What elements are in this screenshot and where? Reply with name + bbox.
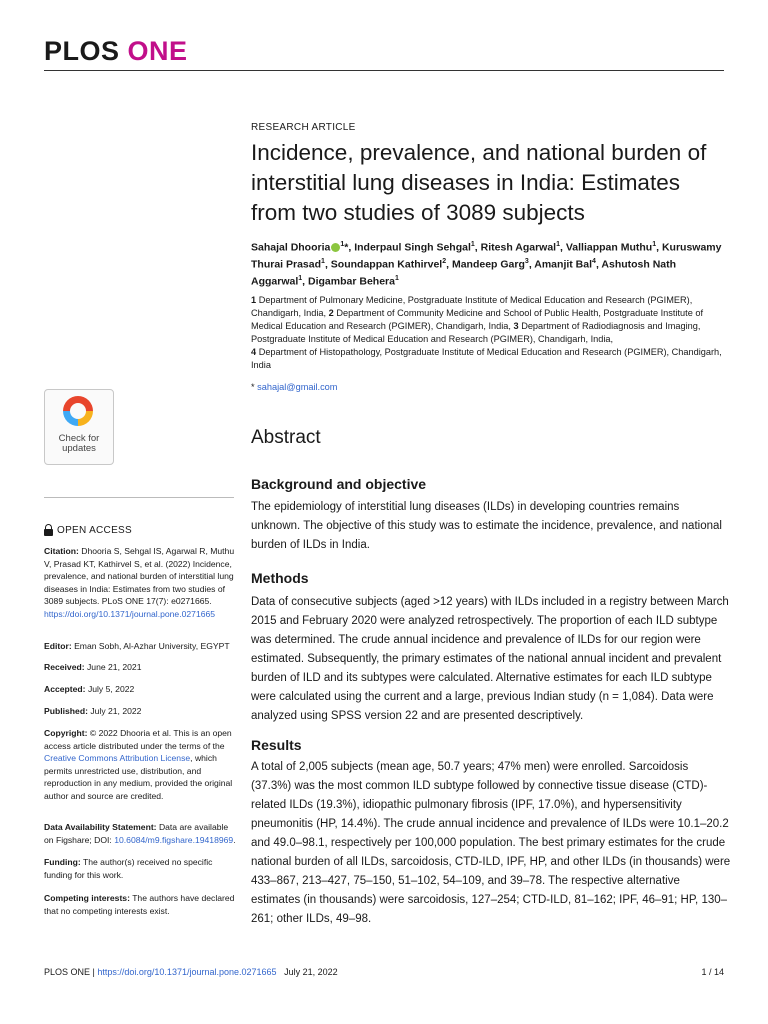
published-block: Published: July 21, 2022 xyxy=(44,706,142,716)
page-number: 1 / 14 xyxy=(701,967,724,977)
open-lock-icon xyxy=(44,524,53,536)
section-text: The epidemiology of interstitial lung diseases (ILDs) in developing countries remains unknown. The objective of this study was to estimate the incidence, prevalence, and national burden of ILDs in India. xyxy=(251,501,722,551)
section-heading: Background and objective xyxy=(251,476,427,492)
section-heading: Results xyxy=(251,737,302,753)
funding-block: Funding: The author(s) received no specific funding for this work. xyxy=(44,857,213,880)
accepted-block: Accepted: July 5, 2022 xyxy=(44,684,135,694)
data-availability-block: Data Availability Statement: Data are available on Figshare; DOI: 10.6084/m9.figshare.19418969. xyxy=(44,822,236,845)
open-access-label: OPEN ACCESS xyxy=(44,524,132,536)
author-name[interactable]: Amanjit Bal xyxy=(534,258,593,271)
article-title: Incidence, prevalence, and national burden of interstitial lung diseases in India: Estimates from two studies of 3089 subjects xyxy=(251,140,707,225)
logo-plos: PLOS xyxy=(44,36,120,66)
author-name[interactable]: Sahajal Dhooria xyxy=(251,241,331,254)
editor-block: Editor: Eman Sobh, Al-Azhar University, EGYPT xyxy=(44,641,230,651)
author-name[interactable]: Inderpaul Singh Sehgal xyxy=(354,241,471,254)
affiliation: Department of Pulmonary Medicine, Postgraduate Institute of Medical Education and Research (PGIMER), Chandigarh, India, xyxy=(251,295,693,318)
corresponding-author: * sahajal@gmail.com xyxy=(251,382,338,392)
figshare-link[interactable]: 10.6084/m9.figshare.19418969 xyxy=(114,834,234,845)
logo-one: ONE xyxy=(127,36,188,66)
affiliations: 1 Department of Pulmonary Medicine, Postgraduate Institute of Medical Education and Research (PGIMER), Chandigarh, India, 2 Department of Community Medicine and School of Public Health, Postgraduate Institute of Medical Education and Research (PGIMER), Chandigarh, India, 3 Department of Radiodiagnosis and Imaging, Postgraduate Institute of Medical Education and Research (PGIMER), Chandigarh, India, 4 Department of Histopathology, Postgraduate Institute of Medical Education and Research (PGIMER), Chandigarh, India xyxy=(251,295,722,370)
citation-doi-link[interactable]: https://doi.org/10.1371/journal.pone.0271665 xyxy=(44,608,216,619)
sidebar-divider xyxy=(44,497,234,498)
section-heading: Methods xyxy=(251,570,309,586)
corresponding-email-link[interactable]: sahajal@gmail.com xyxy=(257,382,338,392)
footer-doi-link[interactable]: https://doi.org/10.1371/journal.pone.0271665 xyxy=(97,967,277,977)
license-link[interactable]: Creative Commons Attribution License xyxy=(44,753,191,764)
footer-date: July 21, 2022 xyxy=(284,967,338,977)
competing-interests-block: Competing interests: The authors have declared that no competing interests exist. xyxy=(44,893,235,916)
orcid-icon[interactable] xyxy=(331,243,340,252)
received-block: Received: June 21, 2021 xyxy=(44,662,142,672)
check-for-updates-badge[interactable]: Check for updates xyxy=(44,389,114,465)
author-name[interactable]: Soundappan Kathirvel xyxy=(330,258,443,271)
author-name[interactable]: Ritesh Agarwal xyxy=(480,241,557,254)
affiliation: Department of Histopathology, Postgraduate Institute of Medical Education and Research (PGIMER), Chandigarh, India xyxy=(251,347,722,370)
section-text: A total of 2,005 subjects (mean age, 50.7 years; 47% men) were enrolled. Sarcoidosis (37.3%) was the most common ILD subtype followed by connective tissue disease (CTD)-related ILDs (19.3%), idiopathic pulmonary fibrosis (IPF, 17.0%), and hypersensitivity pneumonitis (HP, 14.4%). The crude annual incidence and prevalence of ILDs were 10.1–20.2 and 49.0–98.1, respectively per 100,000 population. The best primary estimates for the crude national burden of all ILDs, sarcoidosis, CTD-ILD, IPF, HP, and other ILDs (in thousands) were 433–867, 213–427, 75–150, 51–102, 54–109, and 39–78. The respective alternative estimates (in thousands) were sarcoidosis, 127–254; CTD-ILD, 81–162; IPF, 46–91; HP, 130–261; other ILDs, 49–98. xyxy=(251,761,731,925)
journal-logo xyxy=(44,36,188,67)
copyright-block: Copyright: © 2022 Dhooria et al. This is an open access article distributed under the terms of the Creative Commons Attribution License, which permits unrestricted use, distribution, and reproduction in any medium, provided the original author and source are credited. xyxy=(44,728,233,801)
author-name[interactable]: Mandeep Garg xyxy=(451,258,525,271)
footer: PLOS ONE | https://doi.org/10.1371/journal.pone.0271665 July 21, 2022 xyxy=(44,967,338,977)
citation-block: Citation: Dhooria S, Sehgal IS, Agarwal R, Muthu V, Prasad KT, Kathirvel S, et al. (2022) Incidence, prevalence, and national burden of interstitial lung diseases in India: Estimates from two studies of 3089 subjects. PLoS ONE 17(7): e0271665. https://doi.org/10.1371/journal.pone.0271665 xyxy=(44,546,235,619)
author-name[interactable]: Valliappan Muthu xyxy=(565,241,653,254)
article-type: RESEARCH ARTICLE xyxy=(251,122,356,133)
section-text: Data of consecutive subjects (aged >12 years) with ILDs included in a registry between March 2015 and February 2020 were analyzed retrospectively. The proportion of each ILD subtype was determined. The crude annual incidence and prevalence of ILDs for our region were estimated. Subsequently, the primary estimates of the national annual incident and prevalent burden of ILD and its subtypes were calculated. Alternative estimates for each ILD subtype were calculated using the current and a large, previous Indian study (n = 1,084). Data were analyzed using SPSS version 22 and are presented descriptively. xyxy=(251,596,729,722)
author-list: Sahajal Dhooria $^1$*, Inderpaul Singh Sehgal$^1$, Ritesh Agarwal$^1$, Valliappan Muthu$^1$, Kuruswamy Thurai Prasad$^1$, Soundappan Kathirvel$^2$, Mandeep Garg$^3$, Amanjit Bal$^4$, Ashutosh Nath Aggarwal$^1$, Digambar Behera$^1$ xyxy=(251,241,722,288)
abstract-heading: Abstract xyxy=(251,427,321,448)
affiliation: Department of Community Medicine and School of Public Health, Postgraduate Institute of Medical Education and Research (PGIMER), Chandigarh, India, xyxy=(251,308,704,331)
crossmark-icon xyxy=(63,396,93,426)
author-name[interactable]: Ashutosh Nath Aggarwal xyxy=(251,258,677,288)
header-rule xyxy=(44,70,724,71)
author-name[interactable]: Digambar Behera xyxy=(308,275,395,288)
author-name[interactable]: Kuruswamy Thurai Prasad xyxy=(251,241,722,271)
affiliation: Department of Radiodiagnosis and Imaging, Postgraduate Institute of Medical Education and Research (PGIMER), Chandigarh, India, xyxy=(251,321,701,344)
